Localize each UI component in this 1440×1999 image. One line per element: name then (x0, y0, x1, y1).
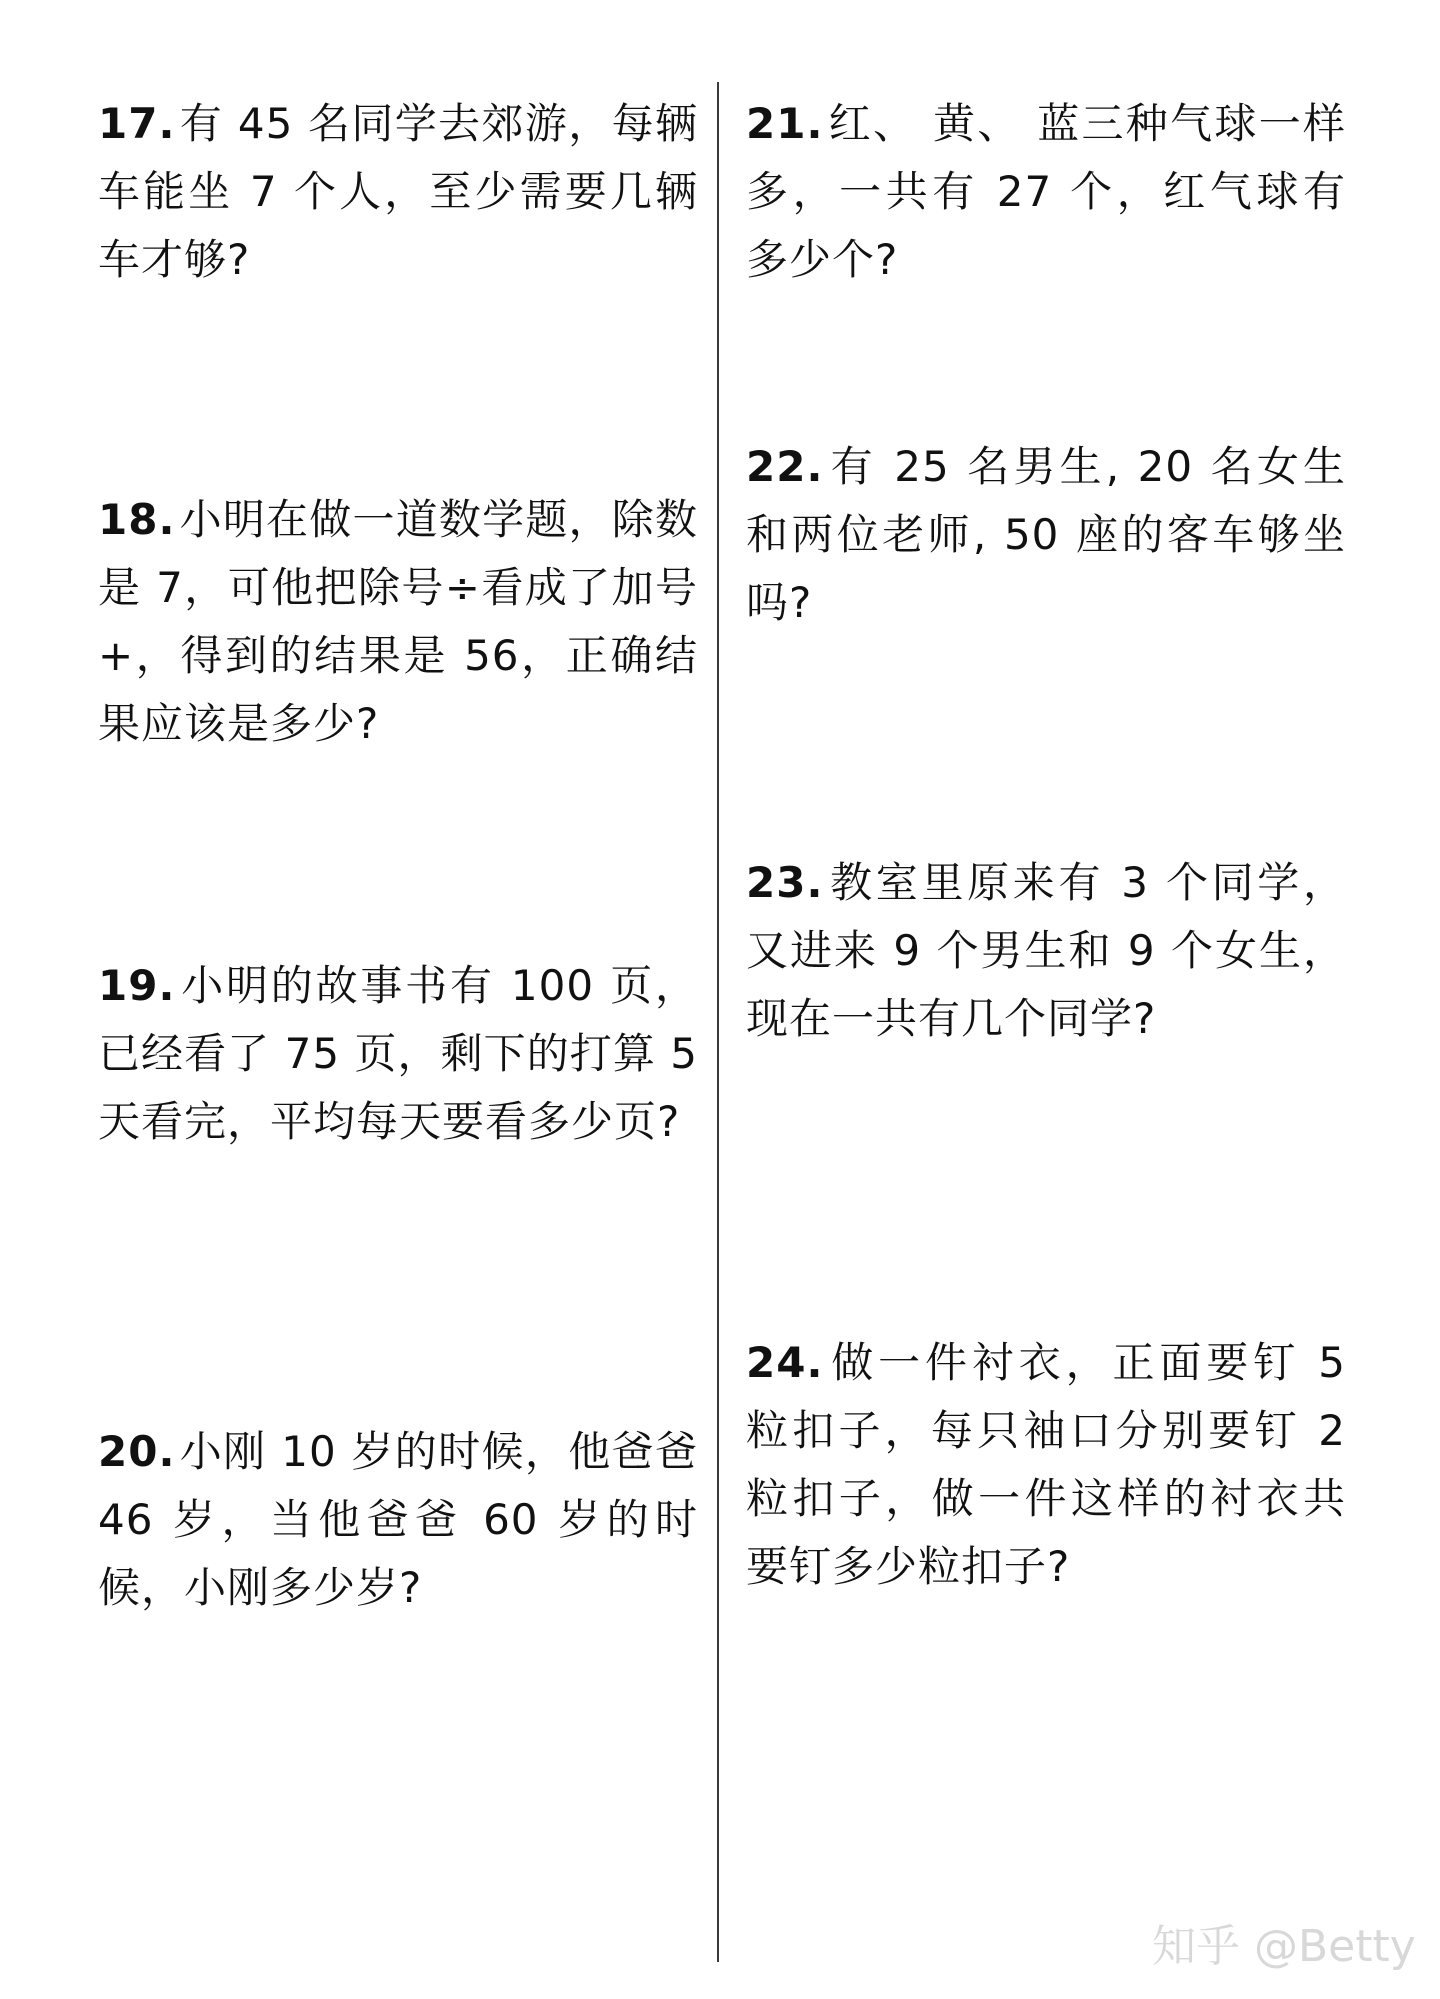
problem-text: 有 25 名男生, 20 名女生和两位老师, 50 座的客车够坐吗? (746, 442, 1346, 627)
problem-text: 小明的故事书有 100 页，已经看了 75 页，剩下的打算 5 天看完，平均每天要看多少页? (98, 961, 698, 1146)
problem-number: 23. (746, 858, 824, 907)
problem-text: 有 45 名同学去郊游，每辆车能坐 7 个人，至少需要几辆车才够? (98, 99, 698, 284)
problem-21 (746, 90, 1346, 294)
problem-number: 17. (98, 99, 176, 148)
problem-text: 小明在做一道数学题，除数是 7，可他把除号÷看成了加号+，得到的结果是 56，正确结果应该是多少? (98, 495, 698, 748)
problem-18 (98, 486, 698, 758)
problem-text: 小刚 10 岁的时候，他爸爸 46 岁，当他爸爸 60 岁的时候，小刚多少岁? (98, 1427, 698, 1612)
problem-number: 22. (746, 442, 824, 491)
problem-text: 做一件衬衣，正面要钉 5 粒扣子，每只袖口分别要钉 2 粒扣子，做一件这样的衬衣共要钉多少粒扣子? (746, 1338, 1346, 1591)
problem-number: 19. (98, 961, 176, 1010)
problem-number: 24. (746, 1338, 824, 1387)
problem-19 (98, 952, 698, 1156)
problem-text: 红、 黄、 蓝三种气球一样多，一共有 27 个，红气球有多少个? (746, 99, 1346, 284)
problem-number: 21. (746, 99, 824, 148)
problem-text: 教室里原来有 3 个同学，又进来 9 个男生和 9 个女生，现在一共有几个同学? (746, 858, 1346, 1043)
problem-24 (746, 1329, 1346, 1601)
column-divider (717, 82, 719, 1962)
problem-17 (98, 90, 698, 294)
problem-23 (746, 849, 1346, 1053)
problem-number: 20. (98, 1427, 176, 1476)
problem-number: 18. (98, 495, 176, 544)
problem-22 (746, 433, 1346, 637)
problem-20 (98, 1418, 698, 1622)
watermark: 知乎 @Betty (1152, 1921, 1416, 1972)
